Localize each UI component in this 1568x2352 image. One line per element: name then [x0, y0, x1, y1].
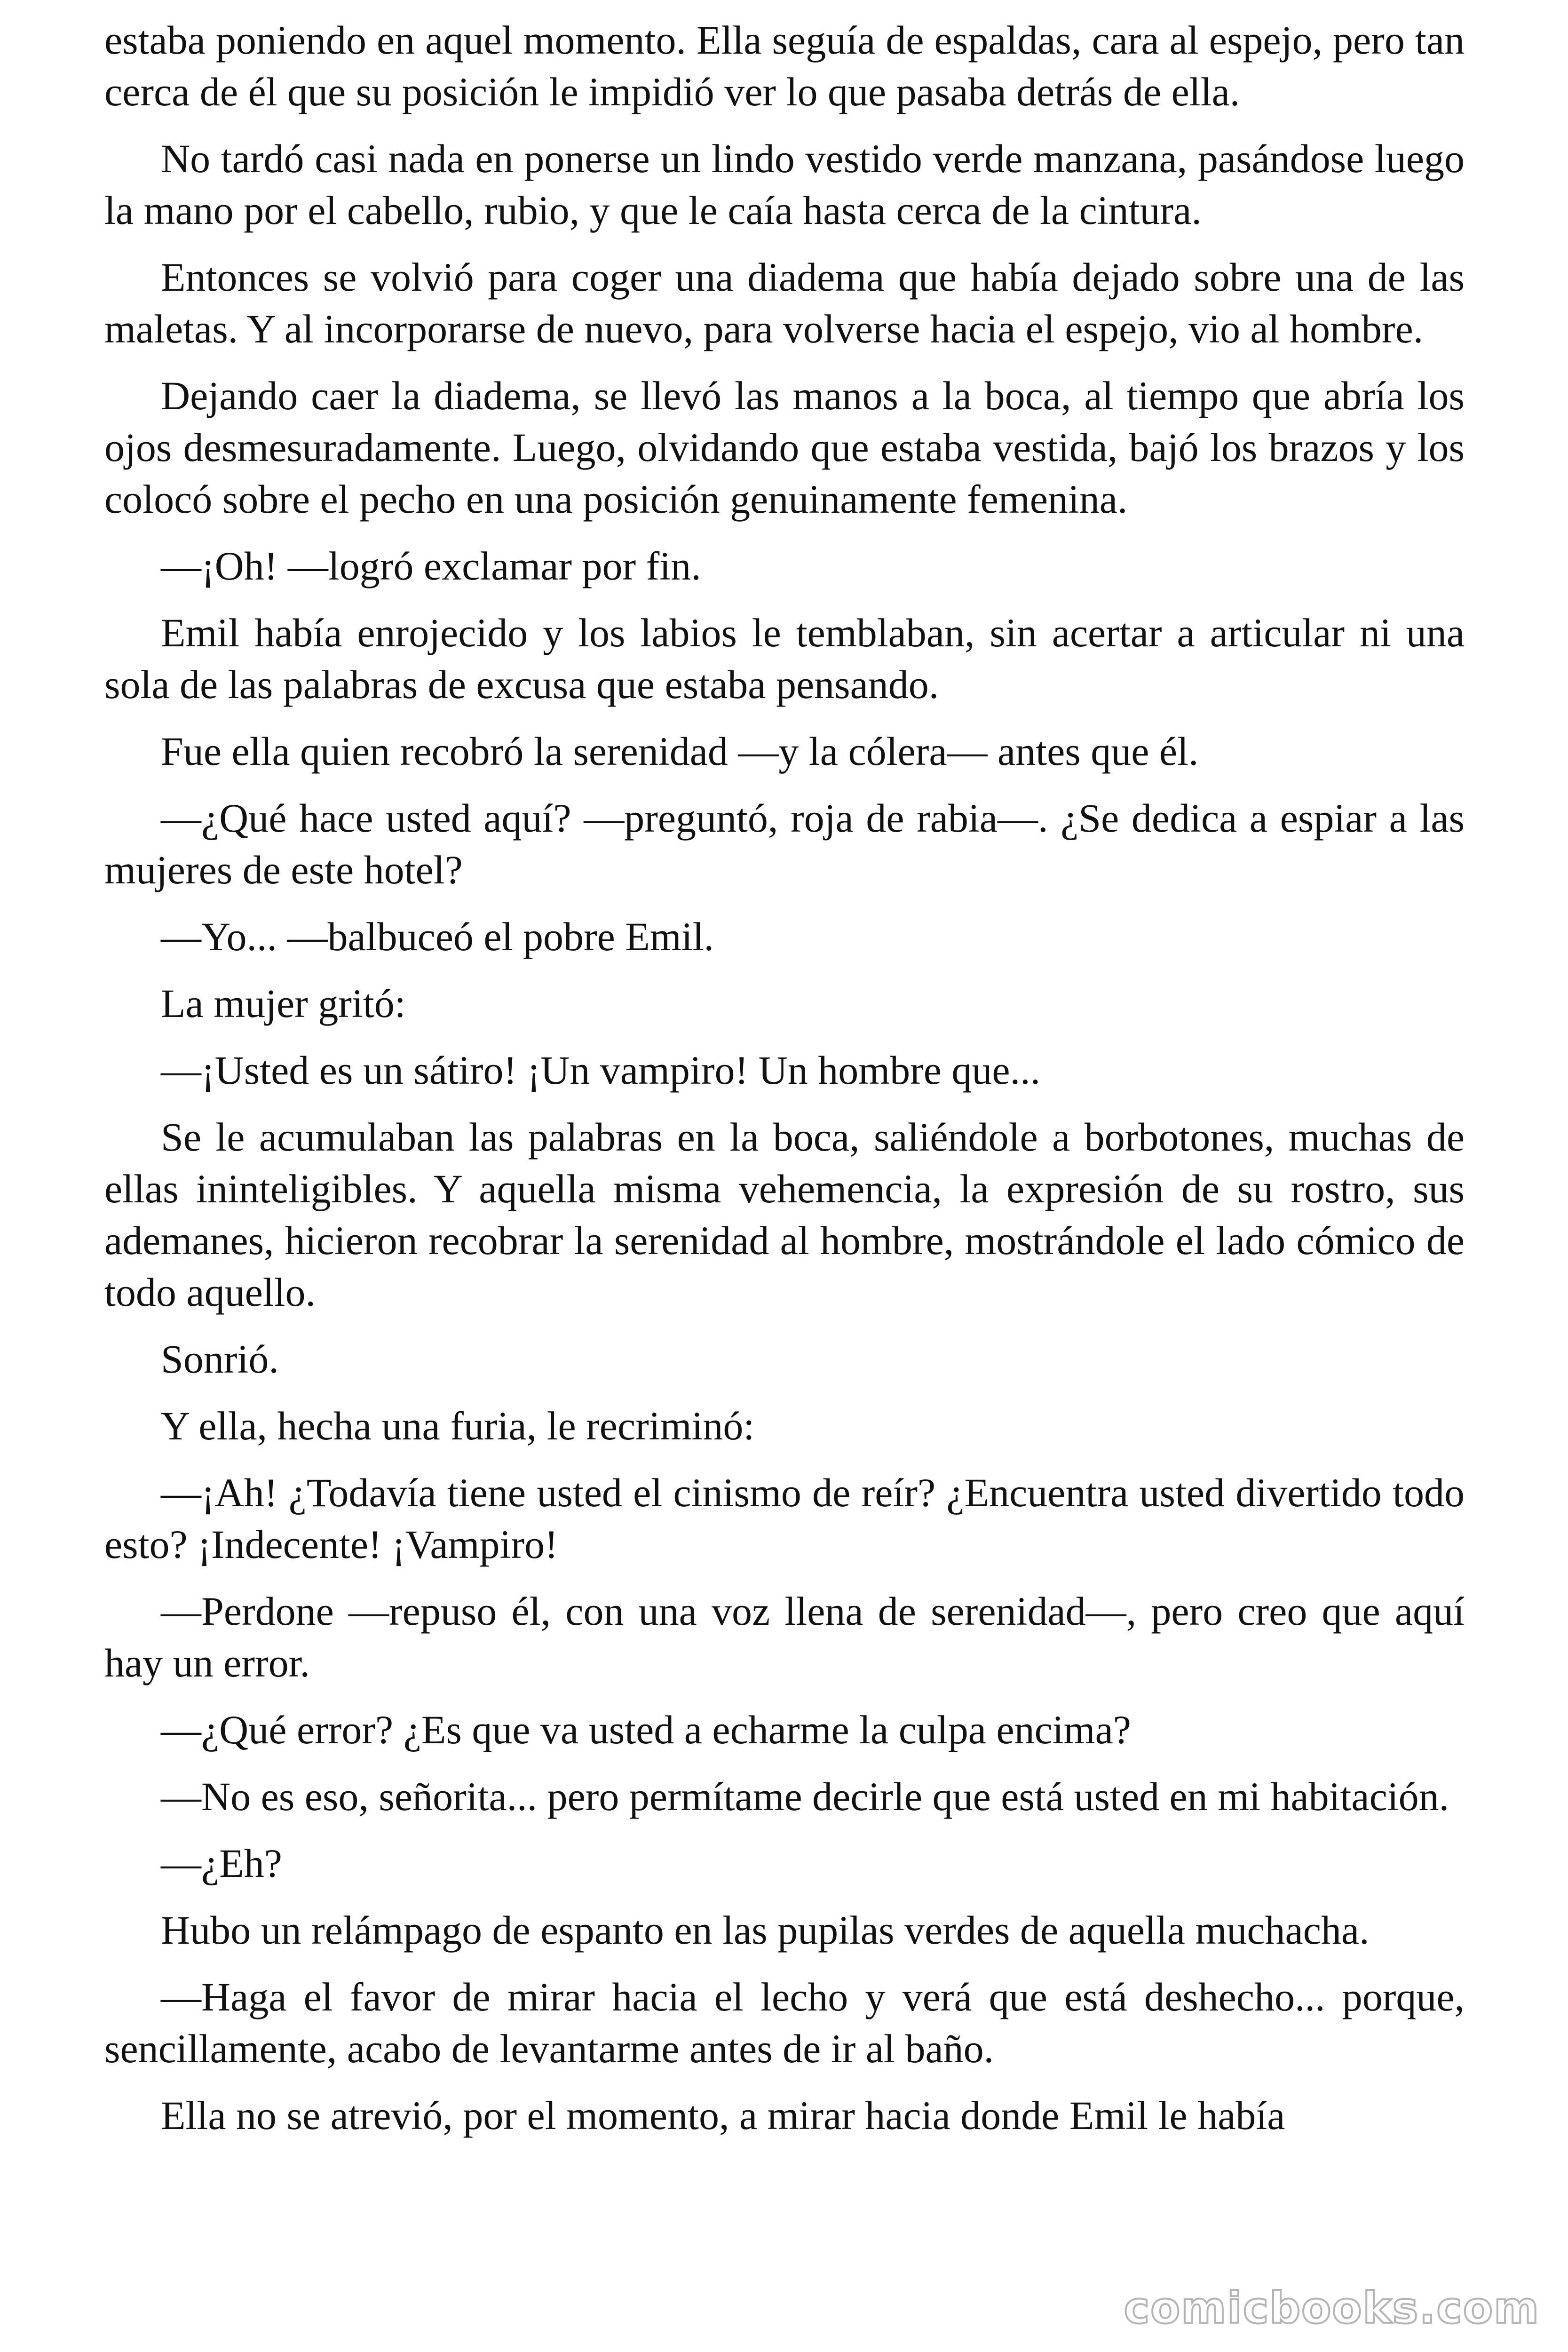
paragraph: Dejando caer la diadema, se llevó las manos a la boca, al tiempo que abría los ojos desmesuradamente. Luego, olvidando que estaba vestida, bajó los brazos y los colocó sobre el pecho en una posición genuinamente femenina. [104, 373, 1465, 522]
paragraph: Ella no se atrevió, por el momento, a mirar hacia donde Emil le había [161, 2093, 1285, 2138]
paragraph: —¿Eh? [161, 1841, 282, 1886]
paragraph: —Perdone —repuso él, con una voz llena de serenidad—, pero creo que aquí hay un error. [104, 1589, 1465, 1685]
paragraph: Y ella, hecha una furia, le recriminó: [161, 1403, 755, 1448]
paragraph: Fue ella quien recobró la serenidad —y la cólera— antes que él. [161, 729, 1199, 774]
paragraph: La mujer gritó: [161, 981, 406, 1026]
paragraph: —¡Ah! ¿Todavía tiene usted el cinismo de reír? ¿Encuentra usted divertido todo esto? ¡Indecente! ¡Vampiro! [104, 1470, 1465, 1567]
paragraph: —¡Usted es un sátiro! ¡Un vampiro! Un hombre que... [161, 1048, 1041, 1093]
paragraph: —¿Qué hace usted aquí? —preguntó, roja de rabia—. ¿Se dedica a espiar a las mujeres de este hotel? [104, 795, 1465, 892]
paragraph: Sonrió. [161, 1336, 279, 1382]
watermark: comicbooks.com [1124, 2283, 1540, 2333]
paragraph: Se le acumulaban las palabras en la boca, saliéndole a borbotones, muchas de ellas ininteligibles. Y aquella misma vehemencia, la expresión de su rostro, sus ademanes, hicieron recobrar la serenidad al hombre, mostrándole el lado cómico de todo aquello. [104, 1114, 1465, 1315]
paragraph: Hubo un relámpago de espanto en las pupilas verdes de aquella muchacha. [161, 1907, 1370, 1953]
paragraph: Emil había enrojecido y los labios le temblaban, sin acertar a articular ni una sola de las palabras de excusa que estaba pensando. [104, 610, 1465, 707]
paragraph: —Yo... —balbuceó el pobre Emil. [161, 914, 714, 959]
paragraph: —Haga el favor de mirar hacia el lecho y verá que está deshecho... porque, sencillamente, acabo de levantarme antes de ir al baño. [104, 1974, 1465, 2071]
paragraph: Entonces se volvió para coger una diadema que había dejado sobre una de las maletas. Y al incorporarse de nuevo, para volverse hacia el espejo, vio al hombre. [104, 254, 1465, 351]
paragraph: estaba poniendo en aquel momento. Ella seguía de espaldas, cara al espejo, pero tan cerca de él que su posición le impidió ver lo que pasaba detrás de ella. [104, 17, 1465, 114]
paragraph: —¡Oh! —logró exclamar por fin. [161, 543, 701, 588]
paragraph: No tardó casi nada en ponerse un lindo vestido verde manzana, pasándose luego la mano por el cabello, rubio, y que le caía hasta cerca de la cintura. [104, 136, 1465, 233]
paragraph: —¿Qué error? ¿Es que va usted a echarme la culpa encima? [161, 1707, 1131, 1752]
body-text [104, 14, 1465, 2156]
paragraph: —No es eso, señorita... pero permítame decirle que está usted en mi habitación. [161, 1774, 1449, 1819]
